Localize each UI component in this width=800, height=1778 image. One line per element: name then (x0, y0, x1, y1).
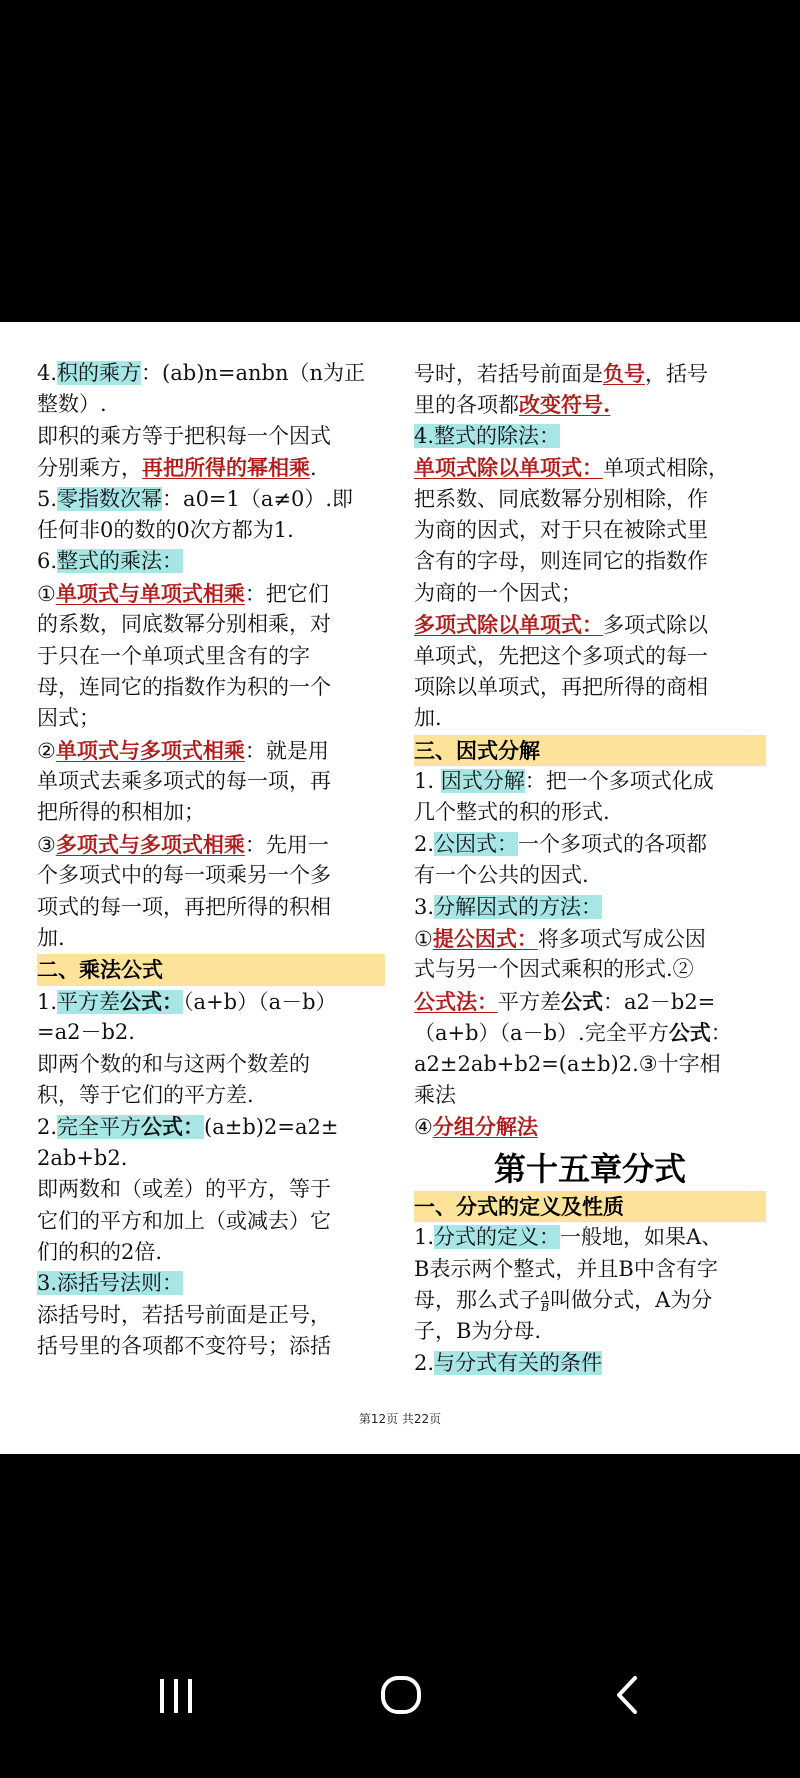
text-line: 子，B为分母. (414, 1319, 542, 1344)
text-line: 有一个公共的因式. (414, 863, 589, 888)
document-page (0, 322, 800, 1454)
text-line: 母，连同它的指数作为积的一个 (37, 674, 331, 699)
text-line: 把所得的积相加； (37, 800, 205, 825)
home-button[interactable] (371, 1670, 431, 1720)
text-line: 4.积的乘方：(ab)n=anbn（n为正 (37, 361, 366, 385)
text-line: 把系数、同底数幂分别相除，作 (414, 486, 708, 511)
home-icon (371, 1670, 431, 1720)
text-line: 加. (414, 706, 442, 731)
text-line: =a2－b2. (37, 1020, 135, 1045)
text-line: 含有的字母，则连同它的指数作 (414, 549, 708, 574)
text-line: 1.分式的定义：一般地，如果A、 (414, 1225, 723, 1250)
text-line: 于只在一个单项式里含有的字 (37, 643, 310, 668)
section-heading: 三、因式分解 (414, 735, 766, 766)
text-line: 它们的平方和加上（或减去）它 (37, 1208, 331, 1233)
right-column (414, 358, 766, 1379)
text-line: 4.整式的除法： (414, 423, 561, 448)
text-line: 里的各项都改变符号. (414, 392, 611, 418)
android-nav-bar (0, 1640, 800, 1740)
text-line: 1. 因式分解：把一个多项式化成 (414, 769, 714, 794)
text-line: 公式法：平方差公式：a2－b2= (414, 988, 716, 1014)
text-line: 括号里的各项都不变符号；添括 (37, 1334, 331, 1359)
text-line: B表示两个整式，并且B中含有字 (414, 1256, 718, 1281)
text-line: 号时，若括号前面是负号，括号 (414, 361, 708, 386)
text-line: 1.平方差公式：（a+b）（a－b） (37, 988, 337, 1014)
text-line: 添括号时，若括号前面是正号， (37, 1302, 331, 1327)
text-line: 2ab+b2. (37, 1145, 128, 1170)
text-line: 为商的因式，对于只在被除式里 (414, 517, 708, 542)
text-line: ④分组分解法 (414, 1114, 538, 1140)
back-icon (597, 1670, 657, 1720)
text-line: 任何非0的数的0次方都为1. (37, 517, 294, 542)
text-line: 个多项式中的每一项乘另一个多 (37, 863, 331, 888)
recent-apps-button[interactable] (146, 1670, 206, 1720)
text-line: 为商的一个因式； (414, 580, 582, 605)
text-line: ②单项式与多项式相乘：就是用 (37, 737, 329, 763)
text-line: 母，那么式子 $\frac{A}{B}$ 叫做分式，A为分 (414, 1287, 713, 1314)
section-heading: 一、分式的定义及性质 (414, 1191, 766, 1222)
section-heading: 二、乘法公式 (37, 954, 385, 985)
text-line: 单项式除以单项式：单项式相除， (414, 455, 729, 481)
text-line: ③多项式与多项式相乘：先用一 (37, 831, 329, 857)
text-line: 乘法 (414, 1082, 456, 1107)
page-footer: 第12页 共22页 (358, 1412, 442, 1426)
text-line: （a+b）（a－b）.完全平方公式： (414, 1020, 732, 1046)
text-line: ①提公因式：将多项式写成公因 (414, 926, 706, 952)
text-line: 5.零指数次幂：a0=1（a≠0）.即 (37, 486, 354, 511)
text-line: 3.添括号法则： (37, 1271, 184, 1296)
text-line: 即两个数的和与这两个数差的 (37, 1051, 310, 1076)
left-column (37, 358, 385, 1363)
text-line: 2.与分式有关的条件 (414, 1350, 603, 1375)
text-line: ①单项式与单项式相乘：把它们 (37, 580, 329, 606)
text-line: 2.完全平方公式：(a±b)2=a2± (37, 1114, 339, 1140)
text-line: 项式的每一项，再把所得的积相 (37, 894, 331, 919)
text-line: 几个整式的积的形式. (414, 800, 610, 825)
text-line: 2.公因式：一个多项式的各项都 (414, 831, 708, 856)
text-line: 6.整式的乘法： (37, 549, 184, 574)
text-line: 加. (37, 926, 65, 951)
text-line: 项除以单项式，再把所得的商相 (414, 674, 708, 699)
text-line: 们的积的2倍. (37, 1239, 163, 1264)
text-line: 单项式，先把这个多项式的每一 (414, 643, 708, 668)
chapter-title: 第十五章分式 (493, 1149, 686, 1188)
text-line: 分别乘方，再把所得的幂相乘. (37, 455, 317, 481)
text-line: 即积的乘方等于把积每一个因式 (37, 423, 331, 448)
text-line: 多项式除以单项式：多项式除以 (414, 612, 708, 638)
text-line: 式与另一个因式乘积的形式.② (414, 957, 694, 982)
text-line: 积，等于它们的平方差. (37, 1082, 254, 1107)
text-line: 3.分解因式的方法： (414, 894, 603, 919)
text-line: a2±2ab+b2=(a±b)2.③十字相 (414, 1051, 721, 1076)
text-line: 单项式去乘多项式的每一项，再 (37, 769, 331, 794)
recent-apps-icon (146, 1670, 206, 1720)
text-line: 整数）. (37, 392, 107, 417)
text-line: 因式； (37, 706, 100, 731)
text-line: 即两数和（或差）的平方，等于 (37, 1177, 331, 1202)
text-line: 的系数，同底数幂分别相乘，对 (37, 612, 331, 637)
fraction: $\frac{A}{B}$ (541, 1288, 550, 1314)
back-button[interactable] (597, 1670, 657, 1720)
